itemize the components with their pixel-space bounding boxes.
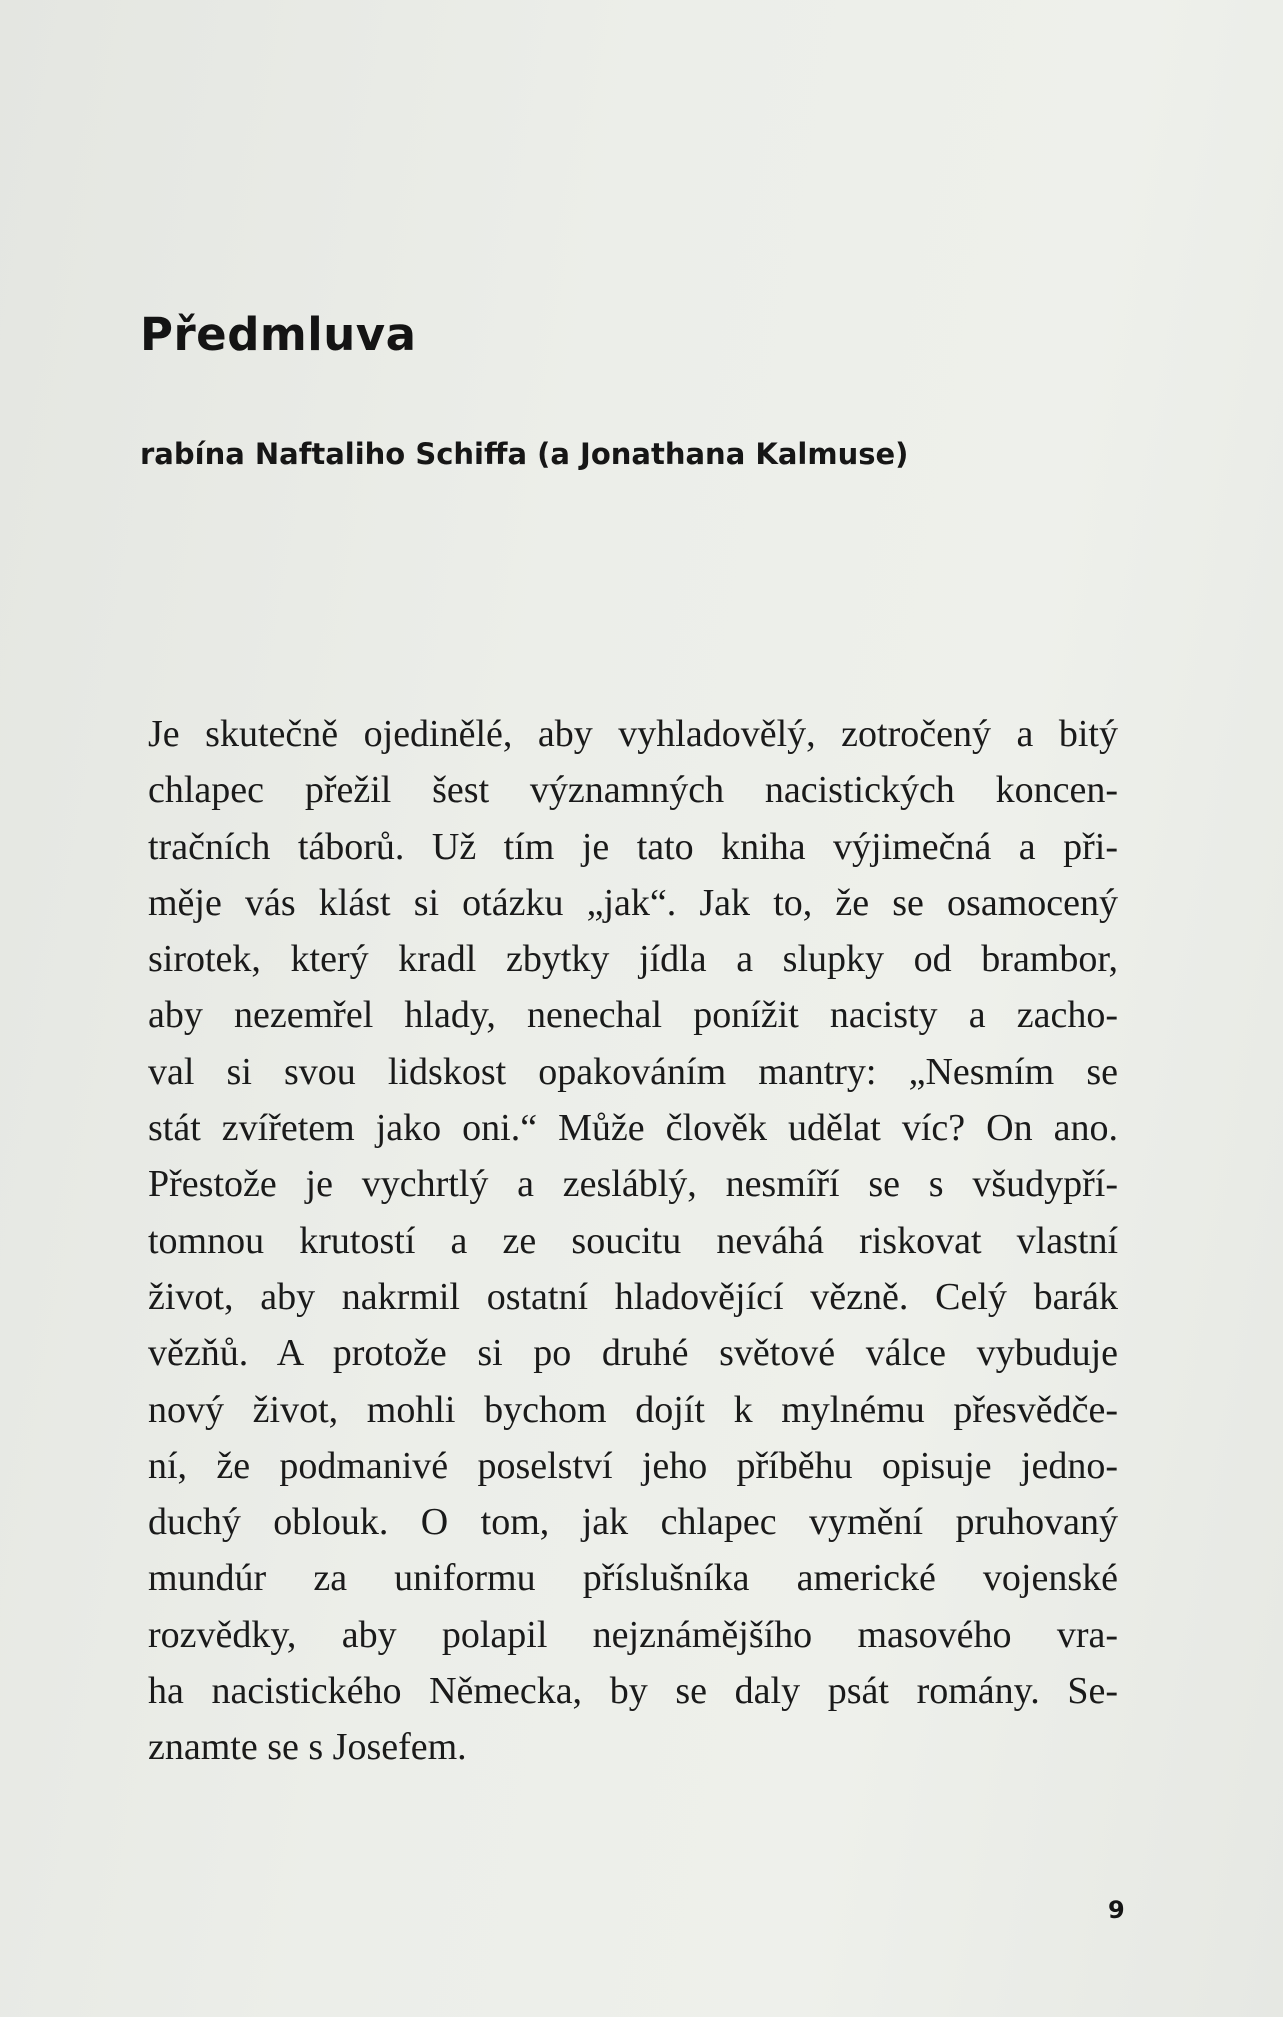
body-line: rozvědky, aby polapil nejznámějšího masového vra-: [148, 1613, 1118, 1656]
body-line: ní, že podmanivé poselství jeho příběhu opisuje jedno-: [148, 1444, 1118, 1487]
body-line: duchý oblouk. O tom, jak chlapec vymění pruhovaný: [148, 1501, 1118, 1544]
page-number: 9: [1108, 1896, 1125, 1924]
body-line: Přestože je vychrtlý a zesláblý, nesmíří se s všudypří-: [148, 1163, 1118, 1206]
body-line: tračních táborů. Už tím je tato kniha výjimečná a při-: [148, 825, 1118, 868]
body-paragraph: [148, 706, 1118, 1776]
body-line: aby nezemřel hlady, nenechal ponížit nacisty a zacho-: [148, 994, 1118, 1037]
body-line: ha nacistického Německa, by se daly psát romány. Se-: [148, 1670, 1118, 1713]
body-line: val si svou lidskost opakováním mantry: „Nesmím se: [148, 1050, 1118, 1093]
body-line: chlapec přežil šest významných nacistických koncen-: [148, 769, 1118, 812]
body-line: nový život, mohli bychom dojít k mylnému přesvědče-: [148, 1388, 1118, 1431]
body-line: tomnou krutostí a ze soucitu neváhá riskovat vlastní: [148, 1219, 1118, 1262]
body-line: mundúr za uniformu příslušníka americké vojenské: [148, 1557, 1118, 1600]
body-line: měje vás klást si otázku „jak“. Jak to, že se osamocený: [148, 881, 1118, 924]
body-line: znamte se s Josefem.: [148, 1726, 467, 1769]
body-line: vězňů. A protože si po druhé světové válce vybuduje: [148, 1332, 1118, 1375]
body-line: Je skutečně ojedinělé, aby vyhladovělý, zotročený a bitý: [148, 713, 1118, 755]
body-line: život, aby nakrmil ostatní hladovějící vězně. Celý barák: [148, 1275, 1118, 1318]
body-line: stát zvířetem jako oni.“ Může člověk udělat víc? On ano.: [148, 1107, 1118, 1150]
body-line: sirotek, který kradl zbytky jídla a slupky od brambor,: [148, 938, 1118, 981]
chapter-subtitle: rabína Naftaliho Schiffa (a Jonathana Kalmuse): [140, 437, 909, 471]
chapter-title: Předmluva: [140, 308, 417, 361]
